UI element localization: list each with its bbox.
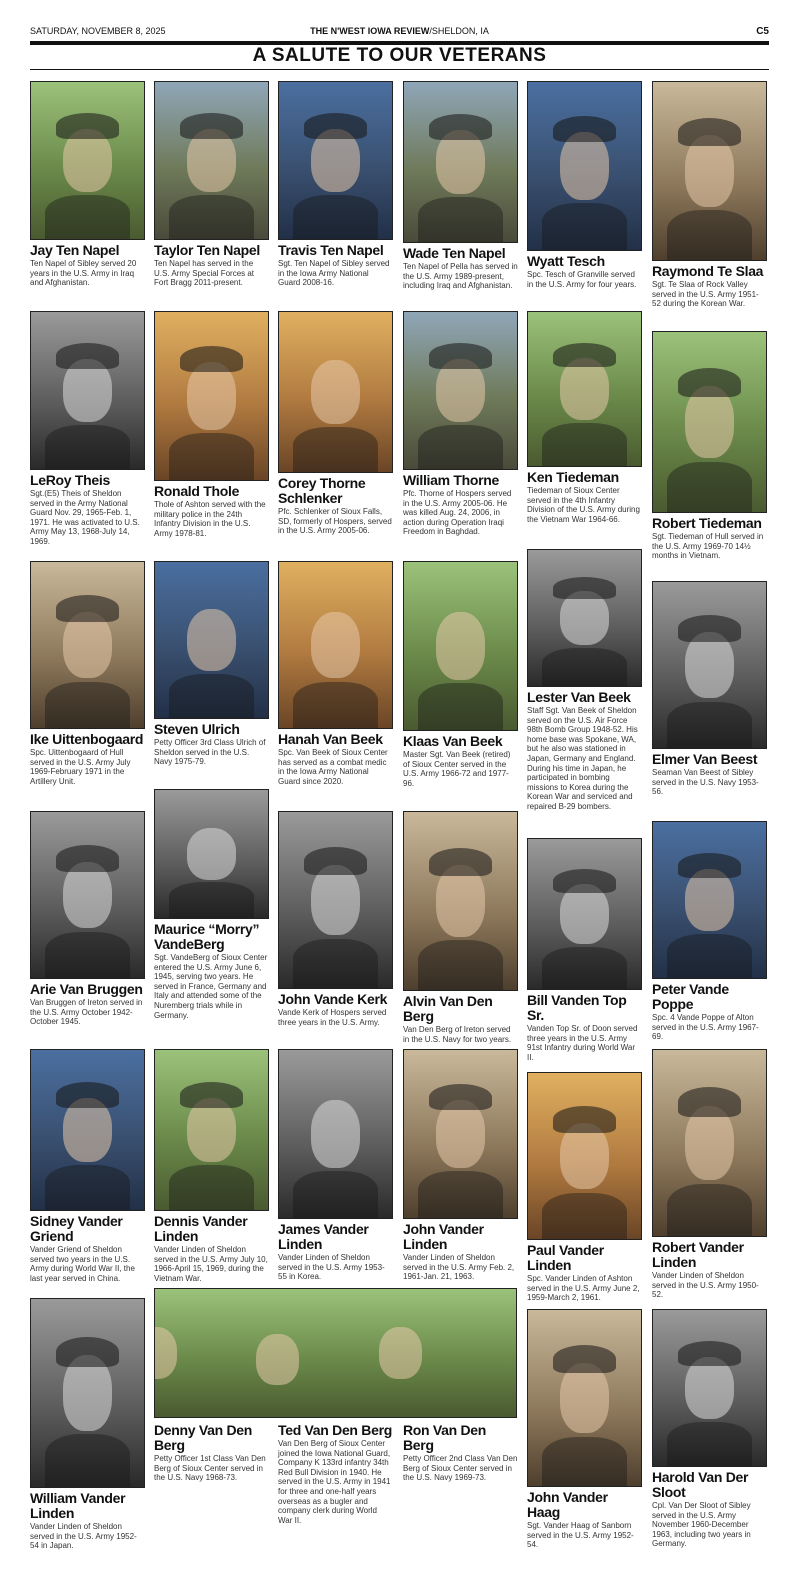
veteran-name: Raymond Te Slaa (652, 263, 764, 279)
veteran-name: Bill Vanden Top Sr. (527, 992, 627, 1023)
paper-masthead (30, 26, 769, 36)
title-rule (30, 69, 769, 70)
veteran-card (278, 81, 393, 288)
veteran-card (652, 581, 767, 797)
veteran-bio: Sgt. Vander Haag of Sanborn served in the U.S. Army 1952-54. (527, 1521, 634, 1550)
veteran-bio: Vander Linden of Sheldon served in the U.S. Army 1953-55 in Korea. (278, 1253, 385, 1282)
paper-name: THE N'WEST IOWA REVIEW (310, 26, 430, 36)
veteran-name: Ken Tiedeman (527, 469, 619, 485)
veteran-name: Robert Vander Linden (652, 1239, 744, 1270)
veteran-photo (652, 581, 767, 749)
veteran-card (154, 561, 269, 767)
veteran-bio: Van Bruggen of Ireton served in the U.S. Army October 1942-October 1945. (30, 998, 143, 1027)
veteran-name: Peter Vande Poppe (652, 981, 729, 1012)
veteran-name: Steven Ulrich (154, 721, 240, 737)
veteran-name: Paul Vander Linden (527, 1242, 604, 1273)
veteran-photo (403, 311, 518, 470)
veteran-name: William Thorne (403, 472, 500, 488)
veteran-name: Wade Ten Napel (403, 245, 506, 261)
veteran-name: James Vander Linden (278, 1221, 369, 1252)
paper-location: /SHELDON, IA (429, 26, 489, 36)
veteran-bio: Ten Napel of Pella has served in the U.S. Army 1989-present, including Iraq and Afghanistan. (403, 262, 518, 291)
veteran-bio: Thole of Ashton served with the military police in the 24th Infantry Division in the U.S. Army 1978-81. (154, 500, 266, 538)
veteran-bio: Petty Officer 2nd Class Van Den Berg of Sioux Center served in the U.S. Navy 1969-73. (403, 1454, 518, 1483)
veteran-name: Alvin Van Den Berg (403, 993, 493, 1024)
veteran-bio: Sgt. Tiedeman of Hull served in the U.S. Army 1969-70 14½ months in Vietnam. (652, 532, 764, 561)
veteran-name: Denny Van Den Berg (154, 1422, 253, 1453)
veteran-name: Wyatt Tesch (527, 253, 605, 269)
veteran-card (652, 1309, 767, 1549)
veteran-name: Robert Tiedeman (652, 515, 762, 531)
veteran-card (527, 838, 642, 1062)
veteran-bio: Vander Linden of Sheldon served in the U.S. Army July 10, 1966-April 15, 1969, during the Vietnam War. (154, 1245, 268, 1283)
veteran-name: Arie Van Bruggen (30, 981, 143, 997)
veteran-bio: Sgt. Te Slaa of Rock Valley served in the U.S. Army 1951-52 during the Korean War. (652, 280, 759, 309)
veteran-bio: Spc. Vander Linden of Ashton served in the U.S. Army June 2, 1959-March 2, 1961. (527, 1274, 640, 1303)
veteran-bio: Vande Kerk of Hospers served three years in the U.S. Army. (278, 1008, 387, 1027)
page-title: A SALUTE TO OUR VETERANS (252, 45, 547, 66)
veteran-card (30, 1298, 145, 1551)
veteran-photo (652, 81, 767, 261)
veteran-photo (278, 561, 393, 729)
veteran-card (527, 81, 642, 289)
veteran-photo (527, 311, 642, 467)
veteran-bio: Spc. Tesch of Granville served in the U.S. Army for four years. (527, 270, 637, 289)
veteran-photo (278, 311, 393, 473)
veteran-card (652, 1049, 767, 1300)
veteran-name: Ike Uittenbogaard (30, 731, 144, 747)
veteran-photo (527, 549, 642, 687)
veteran-photo (403, 811, 518, 991)
veteran-card (652, 331, 767, 561)
veteran-photo (30, 561, 145, 729)
group-member (403, 1420, 518, 1483)
veteran-card (278, 561, 393, 786)
veteran-photo (278, 81, 393, 240)
group-member (154, 1420, 269, 1483)
veteran-name: Harold Van Der Sloot (652, 1469, 749, 1500)
veteran-photo (527, 838, 642, 990)
veteran-bio: Spc. 4 Vande Poppe of Alton served in the U.S. Army 1967-69. (652, 1013, 759, 1042)
page-number: C5 (756, 26, 769, 37)
veteran-photo (527, 1072, 642, 1240)
veteran-card (154, 311, 269, 538)
veteran-photo (30, 811, 145, 979)
veteran-photo (403, 81, 518, 243)
veteran-photo (403, 1049, 518, 1219)
veteran-card (30, 311, 145, 547)
veteran-bio: Van Den Berg of Ireton served in the U.S. Navy for two years. (403, 1025, 512, 1044)
veteran-bio: Vanden Top Sr. of Doon served three years in the U.S. Army 91st Infantry during World War II. (527, 1024, 638, 1062)
veteran-card (278, 311, 393, 536)
veteran-bio: Staff Sgt. Van Beek of Sheldon served on the U.S. Air Force 98th Bomb Group 1948-52. His home base was Spokane, WA, but he also was stationed in Japan, Germany and England. During his time in Japan, he participated in bombing missions to Korea during the Korean War and serviced and repaired B-29 bombers. (527, 706, 638, 811)
veteran-name: LeRoy Theis (30, 472, 110, 488)
veteran-photo (30, 81, 145, 240)
veteran-bio: Spc. Van Beek of Sioux Center has served as a combat medic in the Iowa Army National Guard since 2020. (278, 748, 388, 786)
veteran-photo (30, 311, 145, 470)
veteran-bio: Vander Griend of Sheldon served two years in the U.S. Army during World War II, the last year served in China. (30, 1245, 135, 1283)
veteran-name: John Vande Kerk (278, 991, 388, 1007)
veteran-name: Travis Ten Napel (278, 242, 384, 258)
veteran-photo (527, 1309, 642, 1487)
veteran-bio: Petty Officer 1st Class Van Den Berg of Sioux Center served in the U.S. Navy 1968-73. (154, 1454, 266, 1483)
veteran-bio: Master Sgt. Van Beek (retired) of Sioux Center served in the U.S. Army 1966-72 and 1977-96. (403, 750, 511, 788)
veteran-name: Ted Van Den Berg (278, 1422, 392, 1438)
veteran-name: Elmer Van Beest (652, 751, 758, 767)
veteran-photo (278, 1049, 393, 1219)
veteran-name: Maurice “Morry” VandeBerg (154, 921, 260, 952)
veteran-card (278, 811, 393, 1027)
veteran-bio: Tiedeman of Sioux Center served in the 4th Infantry Division of the U.S. Army during the Vietnam War 1964-66. (527, 486, 640, 524)
veteran-card (403, 561, 518, 788)
issue-date: SATURDAY, NOVEMBER 8, 2025 (30, 26, 166, 36)
veteran-bio: Vander Linden of Sheldon served in the U.S. Army 1950-52. (652, 1271, 759, 1300)
veteran-bio: Pfc. Thorne of Hospers served in the U.S. Army 2005-06. He was killed Aug. 24, 2006, in action during Operation Iraqi Freedom in Baghdad. (403, 489, 512, 537)
veteran-bio: Van Den Berg of Sioux Center joined the Iowa National Guard, Company K 133rd infantry 34th Red Bull Division in 1940. He served in the U.S. Army in 1941 for three and one-half years overseas as a bugler and company clerk during World War II. (278, 1439, 391, 1525)
veteran-card (154, 1049, 269, 1283)
veteran-bio: Sgt. Ten Napel of Sibley served in the Iowa Army National Guard 2008-16. (278, 259, 390, 288)
veteran-photo (652, 821, 767, 979)
veteran-photo (154, 311, 269, 481)
veteran-bio: Vander Linden of Sheldon served in the U.S. Army 1952-54 in Japan. (30, 1522, 137, 1551)
veteran-bio: Seaman Van Beest of Sibley served in the U.S. Navy 1953-56. (652, 768, 759, 797)
veteran-card (30, 81, 145, 288)
veteran-name: John Vander Haag (527, 1489, 608, 1520)
veteran-card (30, 811, 145, 1027)
veteran-name: Dennis Vander Linden (154, 1213, 248, 1244)
veteran-photo (652, 1049, 767, 1237)
veteran-photo (652, 1309, 767, 1467)
veteran-photo (30, 1298, 145, 1488)
veteran-photo (154, 789, 269, 919)
group-member (278, 1420, 393, 1525)
veteran-card (30, 1049, 145, 1283)
veteran-card (527, 549, 642, 812)
veteran-name: Sidney Vander Griend (30, 1213, 123, 1244)
veteran-card (527, 1072, 642, 1303)
veteran-name: Corey Thorne Schlenker (278, 475, 366, 506)
veteran-card (652, 81, 767, 309)
veteran-card (527, 311, 642, 524)
veteran-card (154, 789, 269, 1020)
veteran-card (403, 811, 518, 1044)
veteran-card (403, 81, 518, 291)
veteran-bio: Cpl. Van Der Sloot of Sibley served in the U.S. Army November 1960-December 1963, including two years in Germany. (652, 1501, 751, 1549)
veteran-name: Taylor Ten Napel (154, 242, 260, 258)
veteran-photo (30, 1049, 145, 1211)
veteran-bio: Vander Linden of Sheldon served in the U.S. Army Feb. 2, 1961-Jan. 21, 1963. (403, 1253, 515, 1282)
veteran-bio: Sgt. VandeBerg of Sioux Center entered the U.S. Army June 6, 1945, serving two years. He served in France, Germany and Italy and attended some of the Nuremberg trials while in Germany. (154, 953, 268, 1020)
veteran-card (527, 1309, 642, 1550)
veteran-name: Lester Van Beek (527, 689, 631, 705)
veteran-photo (403, 561, 518, 731)
veteran-bio: Spc. Uittenbogaard of Hull served in the U.S. Army July 1969-February 1971 in the Artillery Unit. (30, 748, 131, 786)
veteran-name: William Vander Linden (30, 1490, 126, 1521)
group-photo (154, 1288, 517, 1418)
veteran-name: Jay Ten Napel (30, 242, 120, 258)
veteran-card (652, 821, 767, 1042)
veteran-bio: Sgt.(E5) Theis of Sheldon served in the Army National Guard Nov. 29, 1965-Feb. 1, 1971. He was activated to U.S. Army May 13, 1968-July 14, 1969. (30, 489, 140, 546)
veteran-photo (154, 81, 269, 240)
veteran-name: Hanah Van Beek (278, 731, 383, 747)
veteran-card (154, 81, 269, 288)
veteran-card (403, 1049, 518, 1282)
veteran-name: Ronald Thole (154, 483, 240, 499)
veteran-photo (154, 1049, 269, 1211)
veteran-photo (527, 81, 642, 251)
veteran-card (403, 311, 518, 537)
veteran-photo (652, 331, 767, 513)
group-photo-card (154, 1288, 518, 1525)
veteran-photo (278, 811, 393, 989)
veteran-name: John Vander Linden (403, 1221, 484, 1252)
page-header (30, 26, 769, 40)
veteran-card (30, 561, 145, 786)
veteran-name: Klaas Van Beek (403, 733, 503, 749)
veteran-bio: Pfc. Schlenker of Sioux Falls, SD, formerly of Hospers, served in the U.S. Army 2005-06. (278, 507, 392, 536)
veteran-card (278, 1049, 393, 1282)
veteran-bio: Ten Napel has served in the U.S. Army Special Forces at Fort Bragg 2011-present. (154, 259, 255, 288)
veteran-bio: Ten Napel of Sibley served 20 years in the U.S. Army in Iraq and Afghanistan. (30, 259, 137, 288)
veteran-bio: Petty Officer 3rd Class Ulrich of Sheldon served in the U.S. Navy 1975-79. (154, 738, 266, 767)
veteran-photo (154, 561, 269, 719)
veteran-name: Ron Van Den Berg (403, 1422, 487, 1453)
